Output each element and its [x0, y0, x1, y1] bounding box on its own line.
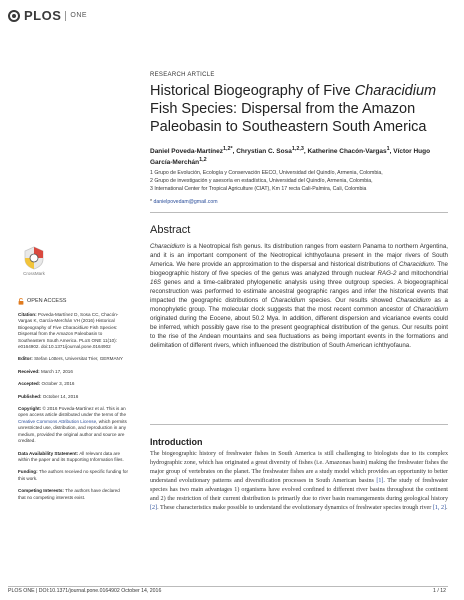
author-name: , Chrystian C. Sosa [232, 148, 292, 156]
copyright [18, 406, 128, 444]
citation-label: Citation: [18, 312, 37, 317]
author-list [150, 145, 450, 167]
license-link[interactable]: Creative Commons Attribution License [18, 418, 97, 424]
accepted-date [18, 381, 128, 387]
email-prefix: * [150, 199, 154, 205]
abstract-text [150, 242, 448, 350]
plos-logo [8, 8, 87, 23]
journal-header [0, 0, 464, 28]
gene-name: 16S [150, 279, 162, 286]
crossmark-label: CrossMark [23, 271, 45, 276]
author-name: , Katherine Chacón-Vargas [303, 148, 387, 156]
genus-name: Characidium [270, 297, 306, 304]
genus-name: Characidium [150, 243, 185, 250]
crossmark-icon [23, 246, 45, 270]
citation-text-end: Fish Species: Dispersal from the Amazon Paleobasin to Southeastern South America. PLoS ONE 11(10): e0164902. doi:10.1371/journal.pone.0164902 [18, 324, 118, 350]
abstract-sentence: genes and a time-calibrated phylogenetic analysis using three outgroup species. A biogeographical reconstruction was performed to estimate ancestral geographic ranges and infer the historical events that impacted the geographic distributions of [150, 279, 448, 304]
abstract-sentence: as a monophyletic group. The molecular clock suggests that the most recent common ancestor of [150, 297, 448, 313]
corresponding-email [150, 199, 218, 205]
intro-sentence: . These characteristics make possible to understand the evolutionary dynamics of freshwater species trough river [157, 505, 433, 511]
abstract-sentence: species. Our results showed [305, 297, 397, 304]
title-part: Historical Biogeography of Five [150, 83, 355, 99]
corresponding-mark: * [230, 146, 233, 152]
affiliations [150, 169, 450, 193]
crossmark-badge[interactable] [18, 246, 50, 276]
data-availability-value: All relevant data are within the paper and its Supporting Information files. [18, 450, 124, 462]
abstract-sentence: . The biogeographic history of five species of the genus was analyzed through nuclear [150, 261, 448, 277]
email-link[interactable]: danielpovedam@gmail.com [153, 199, 218, 205]
abstract-sentence: originated during the Eocene, about 50.2 Mya. In addition, different dispersion and vicariance events could be inferred, which possibly gave rise to the present geographical distribution of the genus. Our results point to the rise of the Andean mountains and sea fluctuations as being important events in the formations and delimitation of different rivers, which influenced the distribution of South American ichthyofauna. [150, 315, 448, 349]
copyright-text: © 2016 Poveda-Martínez et al. This is an open access article distributed under the terms of the [18, 406, 127, 418]
article-info-sidebar [18, 298, 128, 507]
intro-sentence: . The study of freshwater species has two main advantages 1) organisms have evolved confined to different river basins throughout the continent and 2) the restriction of their current distribution is primarily due to river basin rearrangements during geological history [150, 478, 449, 502]
abstract-sentence: and mitochondrial [396, 270, 449, 277]
affiliation: 2 Grupo de investigación y asesoría en estadística, Universidad del Quindío, Armenia, Colombia, [150, 178, 373, 184]
editor [18, 356, 128, 362]
received-value: March 17, 2016 [39, 368, 73, 374]
genus-name: Characidium [399, 261, 434, 268]
accepted-value: October 3, 2016 [40, 381, 75, 387]
citation [18, 312, 128, 350]
reference-link[interactable]: [1, 2] [432, 505, 447, 511]
divider [150, 212, 448, 213]
abstract-sentence: is a Neotropical fish genus. Its distribution ranges from eastern Panama to northern Argentina, and it is an important component of the Neotropical ichthyofauna present in the major rivers of South America. We here provide an approximation to the dispersal and historical distributions of [150, 243, 448, 268]
published-value: October 14, 2016 [41, 393, 79, 399]
genus-name: Characidium [413, 306, 448, 313]
data-availability-label: Data Availability Statement: [18, 450, 79, 456]
copyright-text-end: , which permits unrestricted use, distribution, and reproduction in any medium, provided the original author and source are credited. [18, 418, 127, 444]
editor-value: Stefan Lötters, Universitat Trier, GERMANY [32, 356, 123, 362]
open-access-label: OPEN ACCESS [27, 298, 67, 305]
accepted-label: Accepted: [18, 381, 41, 387]
author-affil-sup: 1,2,3 [291, 146, 304, 152]
open-access-badge [18, 298, 128, 305]
author-name: , Víctor Hugo García-Merchán [150, 148, 431, 167]
article-type: RESEARCH ARTICLE [150, 72, 215, 78]
introduction-heading: Introduction [150, 437, 203, 447]
funding [18, 469, 128, 482]
competing-interests [18, 488, 128, 501]
author-affil-sup: 1,2 [222, 146, 231, 152]
received-date [18, 369, 128, 375]
introduction-text [150, 450, 448, 513]
open-lock-icon [18, 298, 24, 305]
funding-value: The authors received no specific funding for this work. [18, 469, 128, 481]
copyright-label: Copyright: [18, 406, 42, 412]
editor-label: Editor: [18, 356, 33, 362]
intro-sentence: The biogeographic history of freshwater fishes in South America is still challenging to biologists due to its complex hydrographic zone, which has originated a great diversity of fishes (i.e. Amazonas basin) making the freshwater fishes the major group of vertebrates on the planet. The freshwater fishes are a study model which provides an opportunity to better understand evolutionary patterns and diversification processes in South American basins [150, 451, 448, 484]
affiliation: 1 Grupo de Evolución, Ecología y Conservación EECO, Universidad del Quindío, Armenia, Colombia, [150, 170, 383, 176]
data-availability [18, 451, 128, 464]
intro-sentence: . [446, 505, 448, 511]
logo-journal: ONE [70, 12, 88, 19]
author-affil-sup: 1 [386, 146, 390, 152]
gene-name: RAG-2 [377, 270, 397, 277]
competing-interests-value: The authors have declared that no competing interests exist. [18, 488, 120, 500]
affiliation: 3 International Center for Tropical Agriculture (CIAT), Km 17 recta Cali-Palmira, Cali, Colombia [150, 186, 367, 192]
footer-divider [8, 586, 448, 587]
citation-genus: Characidium [62, 324, 89, 330]
published-date [18, 394, 128, 400]
article-title [150, 82, 450, 136]
page-number: 1 / 12 [433, 588, 446, 594]
reference-link[interactable]: [2] [150, 505, 158, 511]
logo-divider [65, 11, 66, 21]
title-genus: Characidium [354, 83, 437, 99]
competing-interests-label: Competing Interests: [18, 488, 64, 494]
received-label: Received: [18, 368, 40, 374]
reference-link[interactable]: [1] [376, 478, 384, 484]
footer-citation: PLOS ONE | DOI:10.1371/journal.pone.0164902 October 14, 2016 [8, 588, 162, 594]
logo-brand: PLOS [24, 8, 62, 23]
published-label: Published: [18, 393, 42, 399]
author-affil-sup: 1,2 [199, 157, 207, 164]
title-part-end: Fish Species: Dispersal from the Amazon Paleobasin to Southeastern South America [150, 101, 427, 135]
citation-text: Poveda-Martínez D, Sosa CC, Chacón-Vargas K, García-Merchán VH (2016) Historical Biogeography of Five [18, 312, 119, 330]
abstract-heading: Abstract [150, 224, 191, 236]
genus-name: Characidium [396, 297, 431, 304]
funding-label: Funding: [18, 469, 38, 475]
plos-logo-icon [8, 10, 20, 22]
divider [150, 424, 448, 425]
author-name: Daniel Poveda-Martínez [150, 148, 223, 156]
